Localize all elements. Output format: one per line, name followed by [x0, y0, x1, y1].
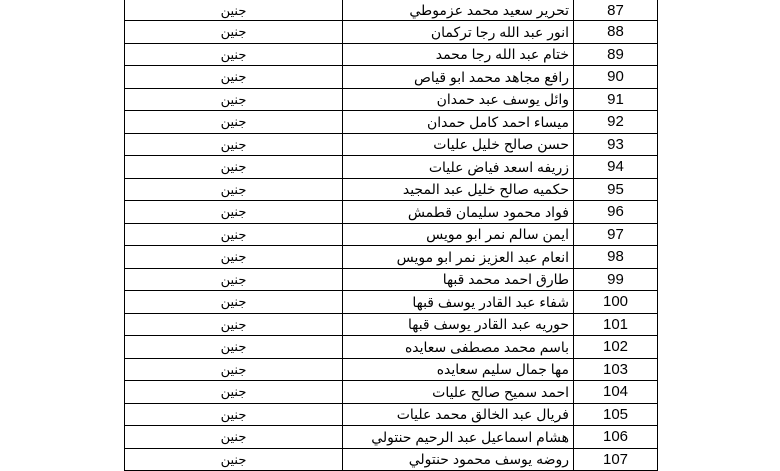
city-cell: جنين	[125, 43, 343, 66]
number-cell: 88	[574, 21, 658, 44]
name-cell: فواد محمود سليمان قطمش	[343, 201, 574, 224]
table-row	[125, 178, 658, 201]
table-body	[125, 0, 658, 471]
city-cell: جنين	[125, 178, 343, 201]
city-cell: جنين	[125, 133, 343, 156]
number-cell: 106	[574, 426, 658, 449]
table-row	[125, 201, 658, 224]
table-row	[125, 403, 658, 426]
table-row	[125, 336, 658, 359]
name-cell: هشام اسماعيل عبد الرحيم حنتولي	[343, 426, 574, 449]
name-cell: انعام عبد العزيز نمر ابو مويس	[343, 246, 574, 269]
name-cell: تحرير سعيد محمد عزموطي	[343, 0, 574, 21]
name-cell: ميساء احمد كامل حمدان	[343, 111, 574, 134]
name-cell: حوريه عبد القادر يوسف قبها	[343, 313, 574, 336]
number-cell: 92	[574, 111, 658, 134]
number-cell: 99	[574, 268, 658, 291]
table-row	[125, 223, 658, 246]
number-cell: 104	[574, 381, 658, 404]
name-cell: حسن صالح خليل عليات	[343, 133, 574, 156]
number-cell: 89	[574, 43, 658, 66]
name-cell: ايمن سالم نمر ابو مويس	[343, 223, 574, 246]
city-cell: جنين	[125, 381, 343, 404]
city-cell: جنين	[125, 21, 343, 44]
city-cell: جنين	[125, 426, 343, 449]
city-cell: جنين	[125, 313, 343, 336]
number-cell: 96	[574, 201, 658, 224]
city-cell: جنين	[125, 336, 343, 359]
table-row	[125, 66, 658, 89]
number-cell: 97	[574, 223, 658, 246]
name-cell: روضه يوسف محمود حنتولي	[343, 448, 574, 471]
name-cell: مها جمال سليم سعايده	[343, 358, 574, 381]
table-row	[125, 381, 658, 404]
number-cell: 105	[574, 403, 658, 426]
city-cell: جنين	[125, 201, 343, 224]
table-row	[125, 358, 658, 381]
city-cell: جنين	[125, 156, 343, 179]
name-cell: طارق احمد محمد قبها	[343, 268, 574, 291]
table-row	[125, 0, 658, 21]
name-cell: فريال عبد الخالق محمد عليات	[343, 403, 574, 426]
table-row	[125, 43, 658, 66]
name-cell: احمد سميح صالح عليات	[343, 381, 574, 404]
table-row	[125, 268, 658, 291]
number-cell: 98	[574, 246, 658, 269]
table-row	[125, 21, 658, 44]
city-cell: جنين	[125, 403, 343, 426]
city-cell: جنين	[125, 111, 343, 134]
name-cell: رافع مجاهد محمد ابو قياص	[343, 66, 574, 89]
table-row	[125, 88, 658, 111]
name-cell: ختام عبد الله رجا محمد	[343, 43, 574, 66]
name-cell: وائل يوسف عبد حمدان	[343, 88, 574, 111]
table-row	[125, 246, 658, 269]
number-cell: 102	[574, 336, 658, 359]
city-cell: جنين	[125, 268, 343, 291]
number-cell: 95	[574, 178, 658, 201]
city-cell: جنين	[125, 448, 343, 471]
city-cell: جنين	[125, 291, 343, 314]
table-row	[125, 313, 658, 336]
number-cell: 100	[574, 291, 658, 314]
name-cell: باسم محمد مصطفى سعايده	[343, 336, 574, 359]
table-row	[125, 156, 658, 179]
city-cell: جنين	[125, 246, 343, 269]
number-cell: 93	[574, 133, 658, 156]
city-cell: جنين	[125, 88, 343, 111]
city-cell: جنين	[125, 223, 343, 246]
name-cell: حكميه صالح خليل عبد المجيد	[343, 178, 574, 201]
number-cell: 91	[574, 88, 658, 111]
number-cell: 87	[574, 0, 658, 21]
number-cell: 90	[574, 66, 658, 89]
number-cell: 94	[574, 156, 658, 179]
number-cell: 101	[574, 313, 658, 336]
name-cell: زريفه اسعد فياض عليات	[343, 156, 574, 179]
name-cell: شفاء عبد القادر يوسف قبها	[343, 291, 574, 314]
table-row	[125, 111, 658, 134]
name-cell: انور عبد الله رجا تركمان	[343, 21, 574, 44]
number-cell: 107	[574, 448, 658, 471]
table-row	[125, 426, 658, 449]
number-cell: 103	[574, 358, 658, 381]
table-row	[125, 448, 658, 471]
city-cell: جنين	[125, 358, 343, 381]
beneficiaries-table	[124, 0, 658, 471]
city-cell: جنين	[125, 0, 343, 21]
table-row	[125, 291, 658, 314]
table-row	[125, 133, 658, 156]
city-cell: جنين	[125, 66, 343, 89]
